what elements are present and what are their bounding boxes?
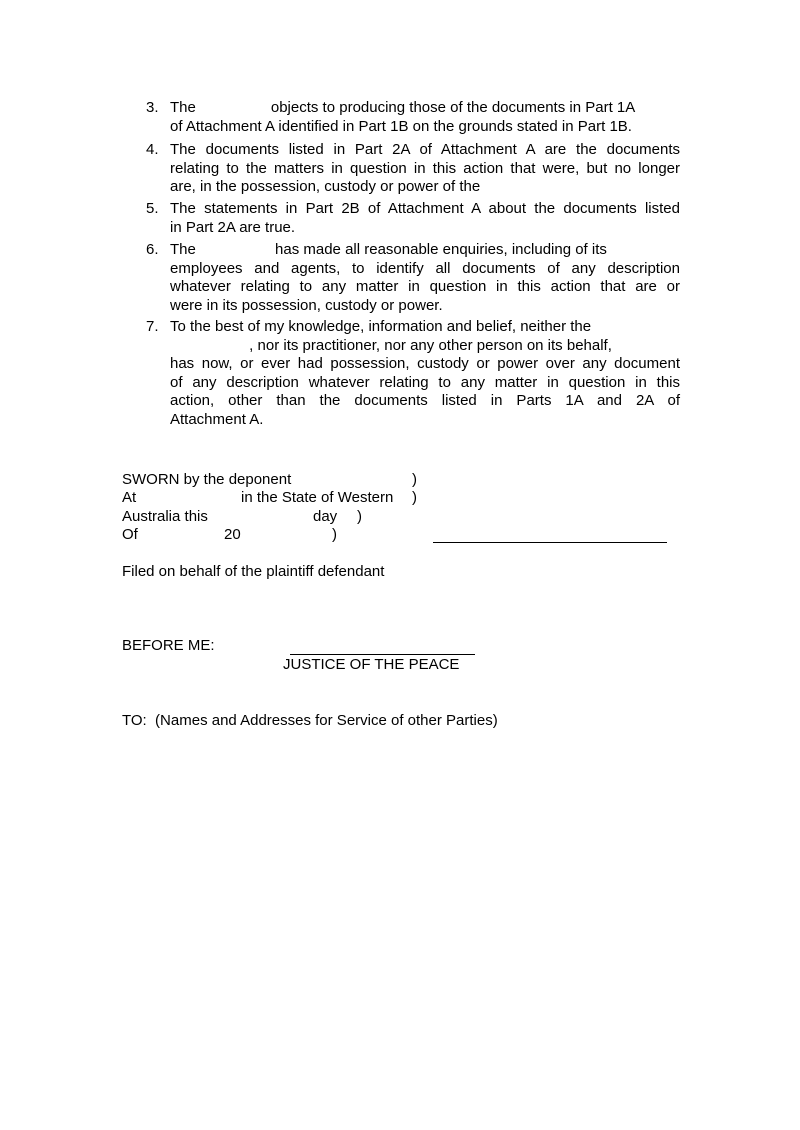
jurat-at-text: At (122, 489, 137, 506)
jurat-paren: ) (332, 526, 337, 543)
jurat-paren: ) (412, 471, 417, 488)
item-number: 6. (146, 241, 159, 258)
item-line: The documents listed in Part 2A of Attachment A are the documents (170, 141, 680, 158)
item-line: in Part 2A are true. (170, 218, 296, 236)
item-line: action, other than the documents listed in Parts 1A and 2A of (170, 392, 680, 410)
item-line: of Attachment A identified in Part 1B on the grounds stated in Part 1B. (170, 117, 632, 135)
service-parties-text: TO: (Names and Addresses for Service of other Parties) (122, 712, 498, 729)
deponent-signature-line (433, 542, 667, 543)
jurat-australia-text: Australia this (122, 508, 208, 525)
filed-on-behalf-text: Filed on behalf of the plaintiff defendant (122, 563, 385, 580)
item-line: , nor its practitioner, nor any other person on its behalf, (170, 336, 612, 354)
item-number: 3. (146, 99, 159, 116)
jurat-sworn-text: SWORN by the deponent (122, 471, 292, 488)
jurat-paren: ) (357, 508, 362, 525)
item-line: has now, or ever had possession, custody or power over any document (170, 355, 680, 373)
jurat-paren: ) (412, 489, 417, 506)
item-number: 4. (146, 141, 159, 158)
item-line: Attachment A. (170, 411, 264, 428)
item-line: are, in the possession, custody or power of the (170, 178, 481, 196)
justice-of-the-peace-label: JUSTICE OF THE PEACE (283, 656, 460, 673)
item-line: employees and agents, to identify all documents of any description (170, 259, 680, 277)
item-number: 5. (146, 200, 159, 217)
jurat-year-text: 20 (224, 526, 241, 543)
item-line: The objects to producing those of the documents in Part 1A (170, 99, 636, 116)
item-line: were in its possession, custody or power. (170, 296, 443, 314)
item-line: whatever relating to any matter in question in this action that are or (170, 278, 680, 296)
jurat-day-text: day (313, 508, 338, 525)
jurat-of-text: Of (122, 526, 138, 543)
item-line: of any description whatever relating to any matter in question in this (170, 373, 680, 391)
item-line: The has made all reasonable enquiries, including of its (170, 241, 607, 258)
item-number: 7. (146, 318, 159, 335)
item-line: The statements in Part 2B of Attachment A about the documents listed (170, 200, 680, 217)
item-line: relating to the matters in question in this action that were, but no longer (170, 159, 680, 177)
jurat-state-text: in the State of Western (241, 489, 394, 506)
justice-signature-line (290, 654, 475, 655)
before-me-label: BEFORE ME: (122, 637, 215, 654)
item-line: To the best of my knowledge, information and belief, neither the (170, 318, 592, 335)
